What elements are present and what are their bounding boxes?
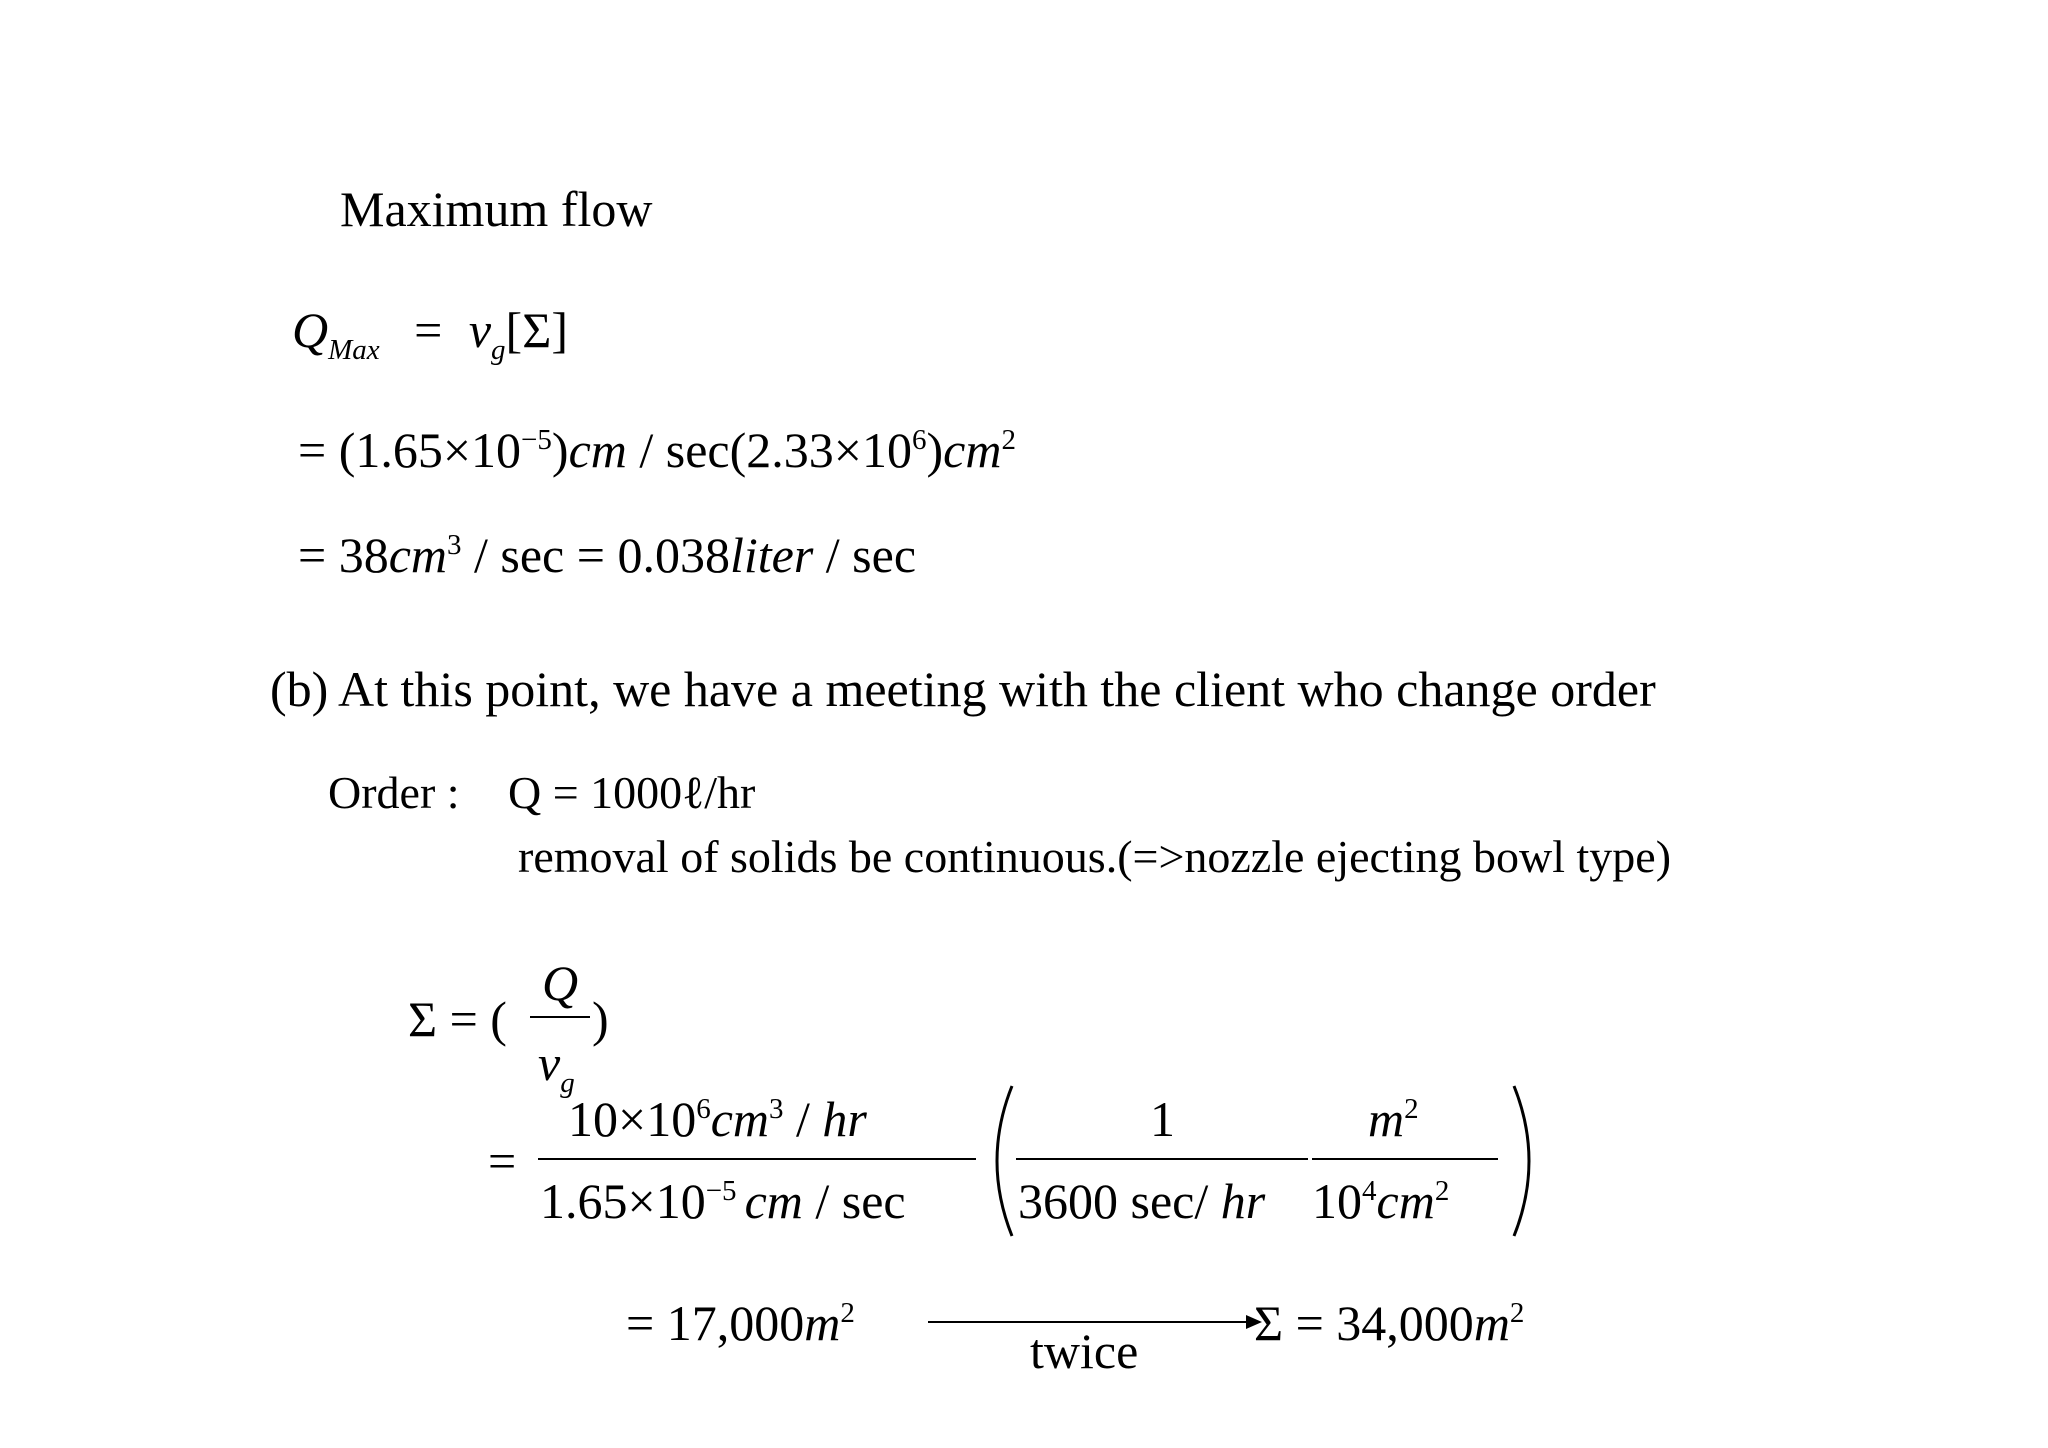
eq3-part-b: / sec = 0.038 xyxy=(461,527,730,583)
sigma-symbol: Σ xyxy=(522,302,552,358)
conv2-fraction-bar xyxy=(1312,1158,1498,1160)
sigma-def-v: v xyxy=(538,1035,561,1091)
main-denominator xyxy=(540,1173,906,1229)
bracket-open: [ xyxy=(505,302,523,358)
main-den-exp: −5 xyxy=(705,1175,737,1208)
conv2-num-m: m xyxy=(1368,1091,1405,1147)
v-subscript: g xyxy=(491,334,506,367)
arrow-label: twice xyxy=(1030,1323,1139,1379)
order-label: Order : xyxy=(328,767,460,818)
right-paren xyxy=(1508,1082,1548,1240)
main-num-cm: cm xyxy=(710,1091,770,1147)
conv1-denominator xyxy=(1018,1173,1266,1229)
result-left xyxy=(626,1295,855,1351)
main-den-cm: cm xyxy=(744,1173,803,1229)
eq2-exp-cm2: 2 xyxy=(1001,424,1016,457)
conv1-numerator: 1 xyxy=(1150,1091,1175,1147)
sigma-def-numerator: Q xyxy=(542,955,579,1011)
main-num-exp: 6 xyxy=(696,1093,711,1126)
sigma-def-v-sub: g xyxy=(560,1067,575,1100)
conv2-den-cm-exp: 2 xyxy=(1434,1175,1450,1208)
sigma-def-lhs: Σ = ( xyxy=(408,991,507,1047)
main-equals: = xyxy=(488,1133,517,1189)
q-subscript: Max xyxy=(328,334,380,367)
q-symbol: Q xyxy=(292,302,329,358)
result-right xyxy=(1254,1295,1525,1351)
result-left-exp: 2 xyxy=(840,1297,855,1330)
eq3-cm: cm xyxy=(388,527,448,583)
conv1-fraction-bar xyxy=(1016,1158,1308,1160)
main-fraction-bar xyxy=(538,1158,976,1160)
eq2-part-a: = (1.65×10 xyxy=(298,422,522,478)
eq2-exp-c: 6 xyxy=(911,424,927,457)
result-right-exp: 2 xyxy=(1509,1297,1525,1330)
eq2-cm1: cm xyxy=(568,422,627,478)
main-num-b: / xyxy=(783,1091,823,1147)
eq2-exp-a: −5 xyxy=(521,424,552,457)
main-den-a: 1.65×10 xyxy=(540,1173,706,1229)
conv2-num-exp: 2 xyxy=(1404,1093,1419,1126)
sigma-def-close: ) xyxy=(592,991,609,1047)
conv1-den-a: 3600 sec/ xyxy=(1018,1173,1221,1229)
main-numerator xyxy=(568,1091,867,1147)
result-right-value: Σ = 34,000 xyxy=(1254,1295,1474,1351)
eq3-part-a: = 38 xyxy=(298,527,389,583)
order-removal-line: removal of solids be continuous.(=>nozzle ejecting bowl type) xyxy=(518,831,1672,882)
equation-result-flow xyxy=(298,527,917,583)
main-den-b: / sec xyxy=(802,1173,906,1229)
conv2-den-exp: 4 xyxy=(1362,1175,1377,1208)
left-paren xyxy=(978,1082,1018,1240)
equation-qmax xyxy=(292,302,568,367)
conv2-den-cm: cm xyxy=(1376,1173,1435,1229)
v-symbol: v xyxy=(468,302,492,358)
eq2-part-d: ) xyxy=(926,422,944,478)
result-right-m: m xyxy=(1473,1295,1510,1351)
order-q-line: Q = 1000ℓ/hr xyxy=(508,767,756,818)
conv2-numerator xyxy=(1368,1091,1419,1147)
sigma-def-denominator xyxy=(538,1035,575,1100)
eq3-part-c: / sec xyxy=(813,527,917,583)
bracket-close: ] xyxy=(551,302,568,358)
eq3-cm-exp: 3 xyxy=(447,529,462,562)
conv2-den-a: 10 xyxy=(1312,1173,1362,1229)
equation-substitution xyxy=(298,422,1016,478)
result-left-m: m xyxy=(804,1295,841,1351)
conv2-denominator xyxy=(1312,1173,1450,1229)
sigma-def-fraction-bar xyxy=(530,1016,590,1018)
eq2-part-c: / sec(2.33×10 xyxy=(626,422,912,478)
main-num-hr: hr xyxy=(822,1091,867,1147)
eq3-liter: liter xyxy=(729,527,814,583)
result-left-value: = 17,000 xyxy=(626,1295,805,1351)
equals-sign: = xyxy=(414,302,443,358)
main-num-cm-exp: 3 xyxy=(769,1093,784,1126)
heading: Maximum flow xyxy=(340,181,653,237)
part-b-statement: (b) At this point, we have a meeting with the client who change order xyxy=(270,661,1656,717)
eq2-part-b: ) xyxy=(551,422,569,478)
main-num-a: 10×10 xyxy=(568,1091,697,1147)
conv1-den-hr: hr xyxy=(1220,1173,1266,1229)
eq2-cm2: cm xyxy=(943,422,1002,478)
